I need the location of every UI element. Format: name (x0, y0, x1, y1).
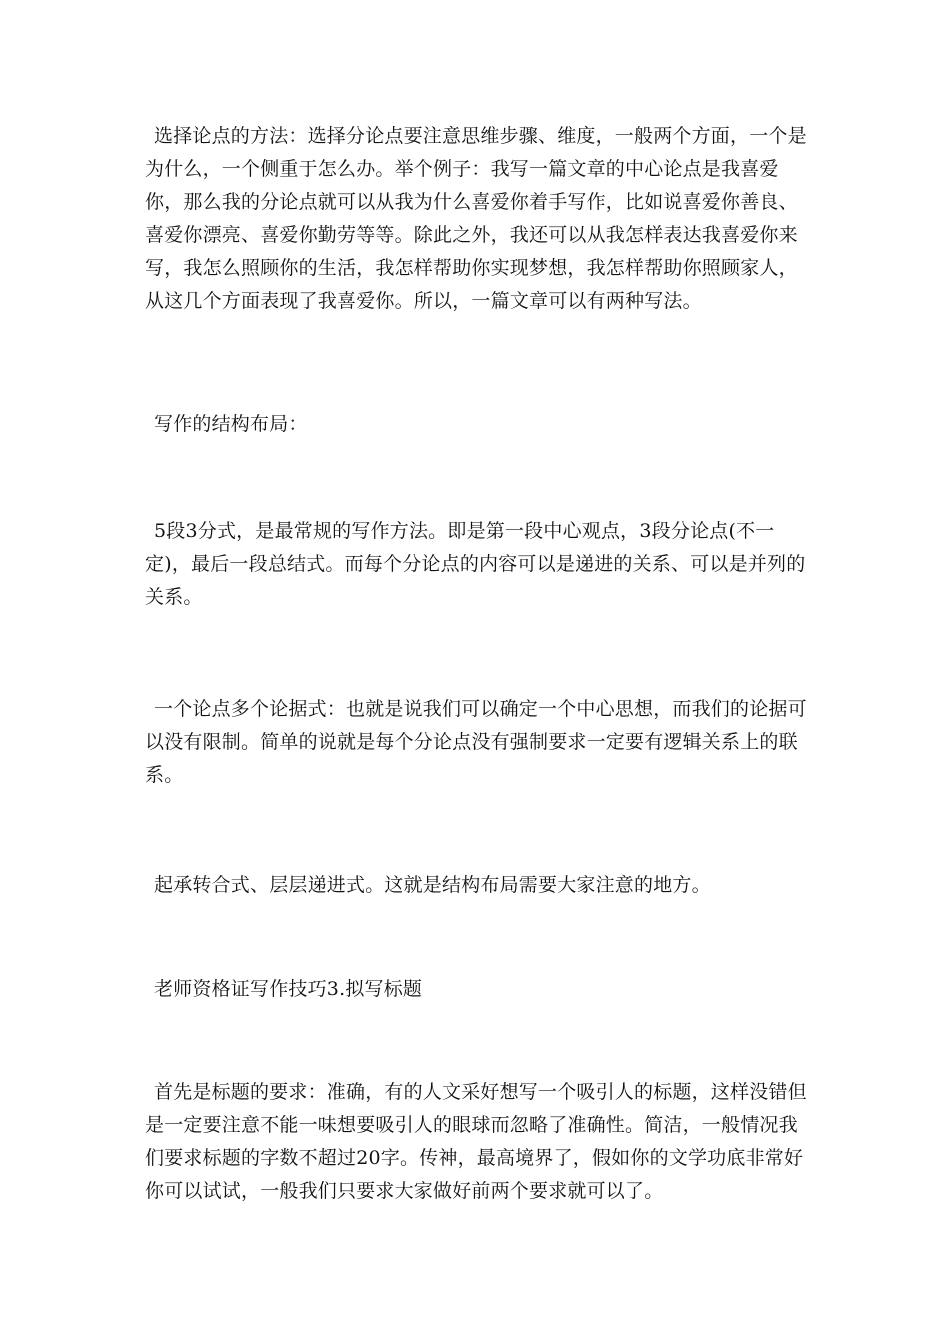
paragraph-choose-arguments: 选择论点的方法：选择分论点要注意思维步骤、维度，一般两个方面，一个是为什么，一个侧重于怎么办。举个例子：我写一篇文章的中心论点是我喜爱你，那么我的分论点就可以从我为什么喜爱你着手写作，比如说喜爱你善良、喜爱你漂亮、喜爱你勤劳等等。除此之外，我还可以从我怎样表达我喜爱你来写，我怎么照顾你的生活，我怎样帮助你实现梦想，我怎样帮助你照顾家人，从这几个方面表现了我喜爱你。所以，一篇文章可以有两种写法。 (145, 125, 807, 312)
paragraph-progressive-format: 起承转合式、层层递进式。这就是结构布局需要大家注意的地方。 (154, 874, 711, 896)
paragraph-title-requirements: 首先是标题的要求：准确，有的人文采好想写一个吸引人的标题，这样没错但是一定要注意不能一味想要吸引人的眼球而忽略了准确性。简洁，一般情况我们要求标题的字数不超过20字。传神，最高境界了，假如你的文学功底非常好你可以试试，一般我们只要求大家做好前两个要求就可以了。 (145, 1081, 807, 1202)
paragraph-structure-heading: 写作的结构布局： (154, 413, 308, 435)
paragraph-title-tip-heading: 老师资格证写作技巧3.拟写标题 (154, 978, 423, 1000)
paragraph-one-argument-many-proofs: 一个论点多个论据式：也就是说我们可以确定一个中心思想，而我们的论据可以没有限制。简单的说就是每个分论点没有强制要求一定要有逻辑关系上的联系。 (145, 698, 807, 786)
paragraph-five-three-format: 5段3分式，是最常规的写作方法。即是第一段中心观点，3段分论点(不一定)，最后一段总结式。而每个分论点的内容可以是递进的关系、可以是并列的关系。 (145, 520, 806, 608)
